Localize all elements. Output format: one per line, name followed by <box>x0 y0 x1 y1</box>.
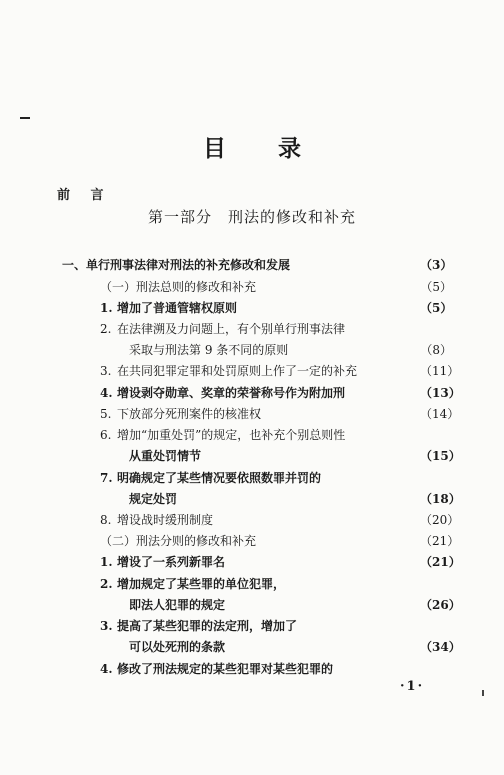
toc-entry <box>0 424 504 446</box>
toc-entry-title: 从重处罚情节 <box>129 449 202 463</box>
toc-entry <box>0 509 504 531</box>
toc-entry-title: 增加了普通管辖权原则 <box>117 301 238 315</box>
toc-entry-title: 明确规定了某些情况要依照数罪并罚的 <box>117 471 322 485</box>
toc-entry-number: 2. <box>100 577 113 591</box>
toc-entry-number: 8. <box>100 513 112 527</box>
toc-entry-page: （3） <box>420 258 453 272</box>
toc-entry <box>0 297 504 319</box>
toc-entry-number: 3. <box>100 364 112 378</box>
toc-entry-page: （21） <box>420 534 460 548</box>
toc-entry-number: 1. <box>100 301 113 315</box>
toc-entry <box>0 360 504 382</box>
margin-mark <box>20 117 30 119</box>
toc-entry-title: 增设了一系列新罪名 <box>117 555 226 569</box>
toc-entry-page: （21） <box>420 555 461 569</box>
toc-entry <box>0 636 504 658</box>
toc-entry-number: 5. <box>100 407 112 421</box>
toc-entry <box>0 615 504 637</box>
toc-entry-number: 4. <box>100 662 113 676</box>
toc-entry <box>0 488 504 510</box>
page-number: ·1· <box>400 679 425 694</box>
toc-entry-title: 在法律溯及力问题上，有个别单行刑事法律 <box>117 322 346 336</box>
toc-entry <box>0 318 504 340</box>
toc-entry <box>0 254 504 276</box>
toc-entry-title: （二）刑法分则的修改和补充 <box>100 534 257 548</box>
toc-entry-title: 规定处罚 <box>129 492 178 506</box>
toc-entry-title: 增加规定了某些罪的单位犯罪， <box>117 577 286 591</box>
toc-entry-number: 2. <box>100 322 112 336</box>
toc-entry-number: 3. <box>100 619 113 633</box>
toc-entry-page: （26） <box>420 598 461 612</box>
toc-entry <box>0 594 504 616</box>
toc-entry <box>0 467 504 489</box>
toc-entry <box>0 530 504 552</box>
toc-entry-page: （5） <box>420 280 452 294</box>
margin-mark <box>482 690 484 696</box>
toc-entry-title: 采取与刑法第 9 条不同的原则 <box>129 343 289 357</box>
toc-entry-title: 单行刑事法律对刑法的补充修改和发展 <box>86 258 291 272</box>
toc-entry-number: 一、 <box>62 258 87 272</box>
toc-entry <box>0 339 504 361</box>
toc-entry-title: 修改了刑法规定的某些犯罪对某些犯罪的 <box>117 662 334 676</box>
toc-entry <box>0 551 504 573</box>
toc-entry-page: （13） <box>420 386 461 400</box>
part-heading: 第一部分 刑法的修改和补充 <box>147 208 356 226</box>
toc-entry-page: （34） <box>420 640 461 654</box>
toc-entry-title: （一）刑法总则的修改和补充 <box>100 280 257 294</box>
toc-entry <box>0 658 504 680</box>
toc-entry <box>0 276 504 298</box>
toc-entry <box>0 382 504 404</box>
toc-entry-page: （11） <box>420 364 460 378</box>
toc-entry-number: 6. <box>100 428 112 442</box>
toc-entry-title: 可以处死刑的条款 <box>129 640 226 654</box>
toc-entry-title: 提高了某些犯罪的法定刑，增加了 <box>117 619 298 633</box>
toc-entry-title: 下放部分死刑案件的核准权 <box>117 407 262 421</box>
toc-entry-page: （5） <box>420 301 453 315</box>
page-title: 目 录 <box>202 135 323 162</box>
toc-entry-title: 增加“加重处罚”的规定，也补充个别总则性 <box>117 428 346 442</box>
toc-entry-page: （14） <box>420 407 460 421</box>
toc-entry-page: （20） <box>420 513 460 527</box>
toc-entry <box>0 403 504 425</box>
toc-entry-title: 增设剥夺勋章、奖章的荣誉称号作为附加刑 <box>117 386 346 400</box>
toc-entry-page: （18） <box>420 492 461 506</box>
toc-entry-title: 即法人犯罪的规定 <box>129 598 226 612</box>
toc-entry-page: （15） <box>420 449 461 463</box>
toc-entry-title: 在共同犯罪定罪和处罚原则上作了一定的补充 <box>117 364 358 378</box>
toc-entry-number: 4. <box>100 386 113 400</box>
toc-entry-number: 1. <box>100 555 113 569</box>
toc-entry-title: 增设战时缓刑制度 <box>117 513 214 527</box>
foreword-heading: 前 言 <box>57 188 112 203</box>
toc-entry <box>0 445 504 467</box>
toc-entry-number: 7. <box>100 471 113 485</box>
toc-entry-page: （8） <box>420 343 452 357</box>
toc-entry <box>0 573 504 595</box>
